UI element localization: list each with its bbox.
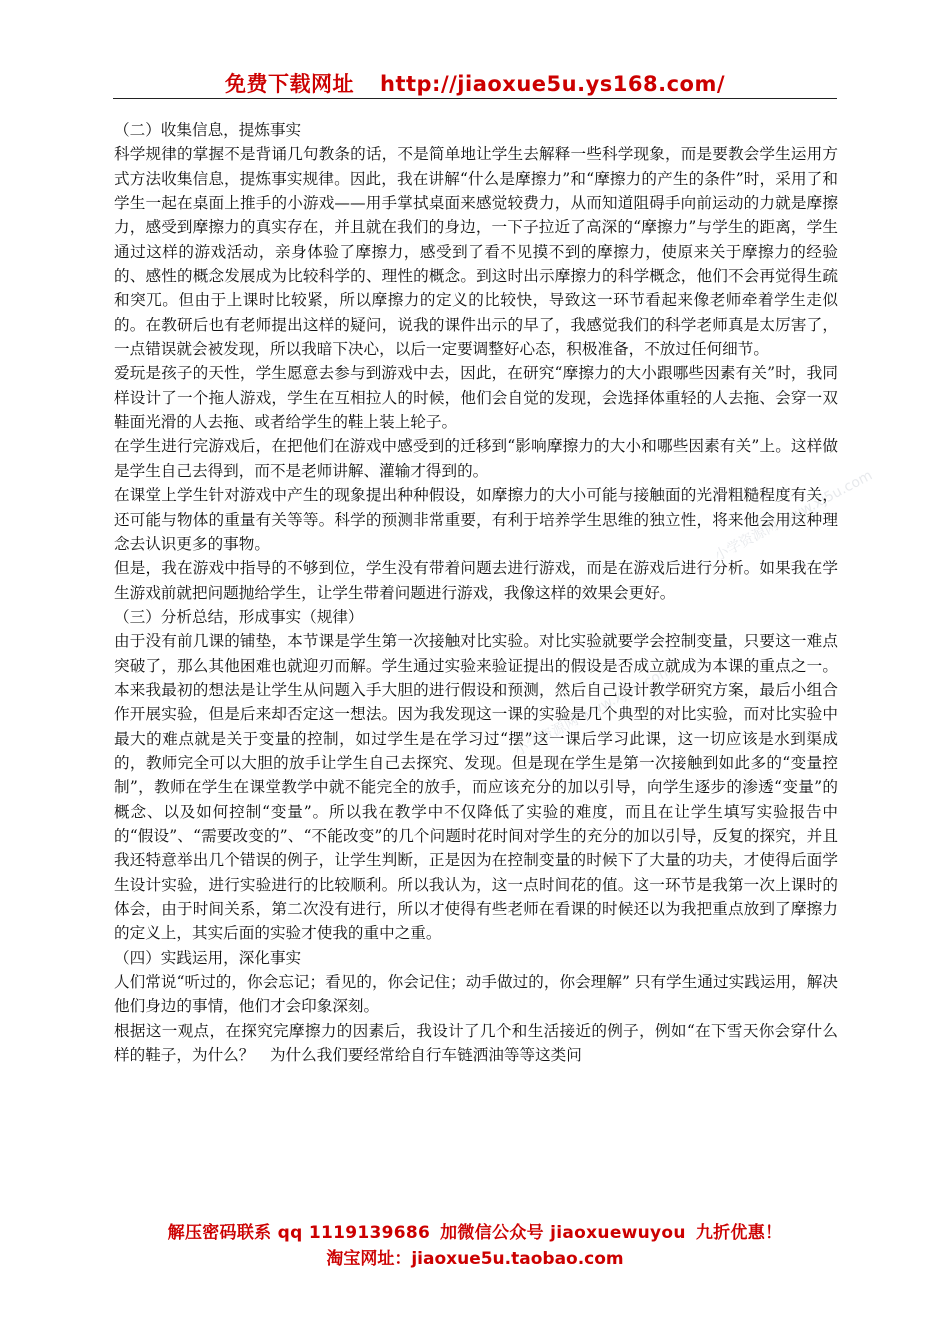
- header-title: [0, 68, 950, 98]
- paragraph: 科学规律的掌握不是背诵几句教条的话，不是简单地让学生去解释一些科学现象，而是要教会学生运用方式方法收集信息，提炼事实规律。因此，我在讲解“什么是摩擦力”和“摩擦力的产生的条件”时，采用了和学生一起在桌面上推手的小游戏——用手掌拭桌面来感觉较费力，从而知道阻碍手向前运动的力就是摩擦力，感受到摩擦力的真实存在，并且就在我们的身边，一下子拉近了高深的“摩擦力”与学生的距离，学生通过这样的游戏活动，亲身体验了摩擦力，感受到了看不见摸不到的摩擦力，使原来关于摩擦力的经验的、感性的概念发展成为比较科学的、理性的概念。到这时出示摩擦力的科学概念，他们不会再觉得生疏和突兀。但由于上课时比较紧，所以摩擦力的定义的比较快，导致这一环节看起来像老师牵着学生走似的。在教研后也有老师提出这样的疑问，说我的课件出示的早了，我感觉我们的科学老师真是太厉害了，一点错误就会被发现，所以我暗下决心，以后一定要调整好心态，积极准备，不放过任何细节。: [114, 145, 838, 359]
- section-heading-4: （四）实践运用，深化事实: [114, 948, 302, 967]
- paragraph: 但是，我在游戏中指导的不够到位，学生没有带着问题去进行游戏，而是在游戏后进行分析。如果我在学生游戏前就把问题抛给学生，让学生带着问题进行游戏，我像这样的效果会更好。: [114, 559, 838, 602]
- paragraph: 爱玩是孩子的天性，学生愿意去参与到游戏中去，因此，在研究“摩擦力的大小跟哪些因素有关”时，我同样设计了一个拖人游戏，学生在互相拉人的时候，他们会自觉的发现，会选择体重轻的人去拖、会穿一双鞋面光滑的人去拖、或者给学生的鞋上装上轮子。: [114, 364, 838, 432]
- paragraph: 在学生进行完游戏后，在把他们在游戏中感受到的迁移到“影响摩擦力的大小和哪些因素有关”上。这样做是学生自己去得到，而不是老师讲解、灌输才得到的。: [114, 437, 838, 480]
- footer-qq: 解压密码联系 qq 1119139686: [167, 1223, 431, 1243]
- paragraph: 人们常说“听过的，你会忘记；看见的，你会记住；动手做过的，你会理解” 只有学生通过实践运用，解决他们身边的事情，他们才会印象深刻。: [114, 973, 838, 1016]
- paragraph: 在课堂上学生针对游戏中产生的现象提出种种假设，如摩擦力的大小可能与接触面的光滑粗糙程度有关，还可能与物体的重量有关等等。科学的预测非常重要，有利于培养学生思维的独立性，将来他会用这种理念去认识更多的事物。: [114, 486, 838, 553]
- section-heading-2: （二）收集信息，提炼事实: [114, 121, 302, 139]
- paragraph: 由于没有前几课的铺垫，本节课是学生第一次接触对比实验。对比实验就要学会控制变量，只要这一难点突破了，那么其他困难也就迎刃而解。学生通过实验来验证提出的假设是否成立就成为本课的重点之一。本来我最初的想法是让学生从问题入手大胆的进行假设和预测，然后自己设计教学研究方案，最后小组合作开展实验，但是后来却否定这一想法。因为我发现这一课的实验是几个典型的对比实验，而对比实验中最大的难点就是关于变量的控制，如过学生是在学习过“摆”这一课后学习此课，这一切应该是水到渠成的，教师完全可以大胆的放手让学生自己去探究、发现。但是现在学生是第一次接触到如此多的“变量控制”，教师在学生在课堂教学中就不能完全的放手，而应该充分的加以引导，向学生逐步的渗透“变量”的概念、以及如何控制“变量”。所以我在教学中不仅降低了实验的难度，而且在让学生填写实验报告中的“假设”、“需要改变的”、“不能改变”的几个问题时花时间对学生的充分的加以引导，反复的探究，并且我还特意举出几个错误的例子，让学生判断，正是因为在控制变量的时候下了大量的功夫，才使得后面学生设计实验，进行实验进行的比较顺利。所以我认为，这一点时间花的值。这一环节是我第一次上课时的体会，由于时间关系，第二次没有进行，所以才使得有些老师在看课的时候还以为我把重点放到了摩擦力的定义上，其实后面的实验才使我的重中之重。: [114, 632, 838, 943]
- watermark-2: 小学资源网 www.xj5u.com: [512, 662, 676, 760]
- header-label: 免费下载网址: [225, 72, 354, 96]
- footer-discount: 九折优惠！: [695, 1223, 783, 1243]
- watermark-1: 小学资源网 www.xj5u.com: [712, 467, 876, 565]
- section-heading-3: （三）分析总结，形成事实（规律）: [114, 607, 364, 626]
- document-body: [114, 118, 838, 1067]
- header-url-link[interactable]: http://jiaoxue5u.ys168.com/: [380, 72, 725, 96]
- footer-contact-line: [0, 1218, 950, 1243]
- header-divider: [113, 98, 837, 99]
- paragraph: 根据这一观点，在探究完摩擦力的因素后，我设计了几个和生活接近的例子，例如“在下雪天你会穿什么样的鞋子，为什么？ 为什么我们要经常给自行车链洒油等等这类问: [114, 1021, 838, 1065]
- footer-taobao-link[interactable]: 淘宝网址：jiaoxue5u.taobao.com: [326, 1249, 624, 1269]
- footer-wechat: 加微信公众号 jiaoxuewuyou: [440, 1223, 686, 1243]
